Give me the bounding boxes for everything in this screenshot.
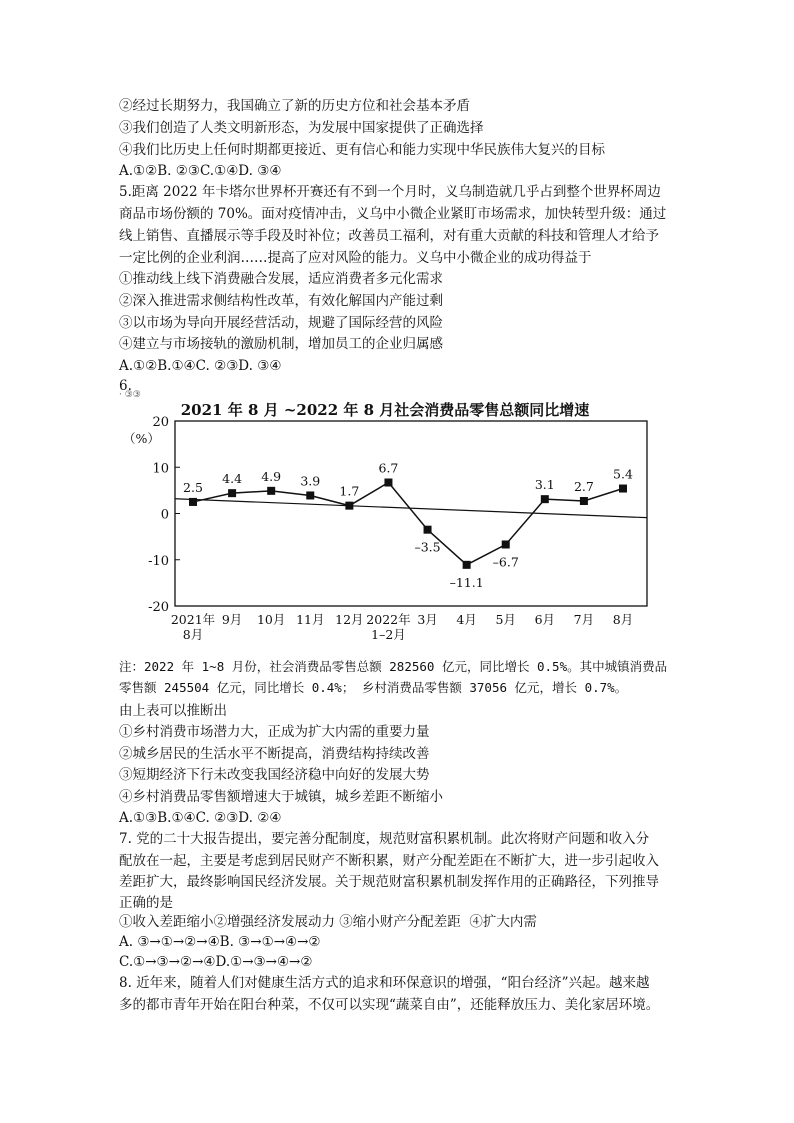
q7-items: ①收入差距缩小②增强经济发展动力 ③缩小财产分配差距 ④扩大内需	[119, 914, 537, 930]
q4-option-4: ④我们比历史上任何时期都更接近、更有信心和能力实现中华民族伟大复兴的目标	[119, 142, 605, 158]
x-tick-label: 8月	[182, 627, 204, 642]
q7-stem-line: 配放在一起，主要是考虑到居民财产不断积累，财产分配差距在不断扩大，进一步引起收入	[119, 853, 659, 869]
q6-stray-mark: · ③③	[119, 390, 141, 400]
x-tick-label: 3月	[417, 612, 438, 627]
q4-option-2: ②经过长期努力，我国确立了新的历史方位和社会基本矛盾	[119, 98, 470, 114]
chart-title: 2021 年 8 月 ~2022 年 8 月社会消费品零售总额同比增速	[180, 401, 590, 419]
q5-stem-line: 商品市场份额的 70%。面对疫情冲击，义乌中小微企业紧盯市场需求，加快转型升级：通过	[119, 206, 667, 222]
data-label: –6.7	[492, 554, 519, 570]
q5-stem-line: 5.距离 2022 年卡塔尔世界杯开赛还有不到一个月时，义乌制造就几乎占到整个世界杯周边	[119, 184, 661, 200]
q5-stem-line: 线上销售、直播展示等手段及时补位；改善员工福利，对有重大贡献的科技和管理人才给予	[119, 228, 659, 244]
data-point	[619, 485, 627, 493]
x-tick-label: 7月	[573, 612, 595, 627]
data-point	[306, 491, 314, 499]
q5-option-2: ②深入推进需求侧结构性改革，有效化解国内产能过剩	[119, 293, 443, 309]
data-label: –11.1	[449, 574, 484, 590]
data-label: 1.7	[339, 483, 360, 499]
x-tick-label: 10月	[256, 612, 286, 627]
q6-answers: A.①③B.①④C. ②③D. ②④	[119, 810, 282, 826]
q6-option-1: ①乡村消费市场潜力大，正成为扩大内需的重要力量	[119, 724, 430, 740]
x-tick-label: 1–2月	[371, 627, 406, 642]
data-point	[463, 561, 471, 569]
q7-answers-row-1: A. ③→①→②→④B. ③→①→④→②	[119, 934, 321, 950]
x-tick-label: 11月	[296, 612, 325, 627]
chart-plot-frame	[175, 421, 647, 606]
q6-note-line: 零售额 245504 亿元，同比增长 0.4%； 乡村消费品零售额 37056 亿元，增长 0.7%。	[119, 680, 628, 695]
q8-stem-line: 8. 近年来，随着人们对健康生活方式的追求和环保意识的增强，“阳台经济”兴起。越来越	[119, 975, 650, 991]
q7-stem-line: 7. 党的二十大报告提出，要完善分配制度，规范财富积累机制。此次将财产问题和收入分	[119, 831, 650, 847]
q5-stem-line: 一定比例的企业利润……提高了应对风险的能力。义乌中小微企业的成功得益于	[119, 250, 592, 266]
y-tick-label: -20	[148, 600, 169, 615]
data-label: –3.5	[414, 539, 441, 555]
q7-stem-line: 差距扩大，最终影响国民经济发展。关于规范财富积累机制发挥作用的正确路径，下列推导	[119, 874, 659, 890]
data-label: 3.1	[534, 477, 555, 493]
data-point	[541, 495, 549, 503]
data-point	[189, 498, 197, 506]
x-tick-label: 2022年	[366, 612, 411, 627]
q6-number: 6.	[119, 378, 132, 394]
data-point	[424, 526, 432, 534]
data-point	[267, 487, 275, 495]
q7-stem-line: 正确的是	[119, 895, 173, 911]
x-tick-label: 12月	[335, 612, 364, 627]
q5-option-4: ④建立与市场接轨的激励机制，增加员工的企业归属感	[119, 336, 443, 352]
y-tick-label: 10	[152, 461, 169, 477]
q5-option-3: ③以市场为导向开展经营活动，规避了国际经营的风险	[119, 315, 443, 331]
retail-sales-growth-chart	[115, 383, 655, 655]
data-label: 4.4	[222, 471, 243, 487]
data-label: 2.7	[573, 479, 594, 495]
trend-line	[175, 499, 647, 518]
x-tick-label: 9月	[221, 612, 243, 627]
q6-option-4: ④乡村消费品零售额增速大于城镇，城乡差距不断缩小	[119, 789, 443, 805]
data-point	[228, 489, 236, 497]
data-label: 6.7	[378, 460, 399, 476]
x-tick-label: 8月	[612, 612, 634, 627]
data-point	[384, 479, 392, 487]
x-tick-label: 6月	[534, 612, 556, 627]
data-point	[502, 540, 510, 548]
data-point	[345, 502, 353, 510]
q6-prompt: 由上表可以推断出	[119, 703, 227, 719]
chart-y-axis-label: （%）	[123, 431, 160, 446]
data-label: 5.4	[613, 466, 633, 482]
y-tick-label: -10	[148, 553, 169, 569]
data-label: 4.9	[261, 468, 282, 484]
x-tick-label: 4月	[456, 612, 477, 627]
x-tick-label: 2021年	[170, 612, 216, 627]
q6-note-line: 注：2022 年 1~8 月份，社会消费品零售总额 282560 亿元，同比增长 0.5%。其中城镇消费品	[119, 659, 668, 674]
data-label: 2.5	[183, 479, 203, 495]
q7-answers-row-2: C.①→③→②→④D.①→③→④→②	[119, 954, 313, 970]
q5-option-1: ①推动线上线下消费融合发展，适应消费者多元化需求	[119, 271, 443, 287]
x-tick-label: 5月	[495, 612, 516, 627]
data-point	[580, 497, 588, 505]
q6-option-2: ②城乡居民的生活水平不断提高，消费结构持续改善	[119, 746, 430, 762]
series-line	[193, 483, 623, 565]
q6-option-3: ③短期经济下行未改变我国经济稳中向好的发展大势	[119, 767, 430, 783]
q4-answers: A.①②B. ②③C.①④D. ③④	[119, 163, 282, 179]
data-label: 3.9	[300, 473, 321, 489]
y-tick-label: 20	[152, 415, 169, 430]
q4-option-3: ③我们创造了人类文明新形态，为发展中国家提供了正确选择	[119, 120, 484, 136]
y-tick-label: 0	[160, 507, 169, 523]
q8-stem-line: 多的都市青年开始在阳台种菜，不仅可以实现“蔬菜自由”，还能释放压力、美化家居环境。	[119, 997, 660, 1013]
q5-answers: A.①②B.①④C. ②③D. ③④	[119, 358, 282, 374]
